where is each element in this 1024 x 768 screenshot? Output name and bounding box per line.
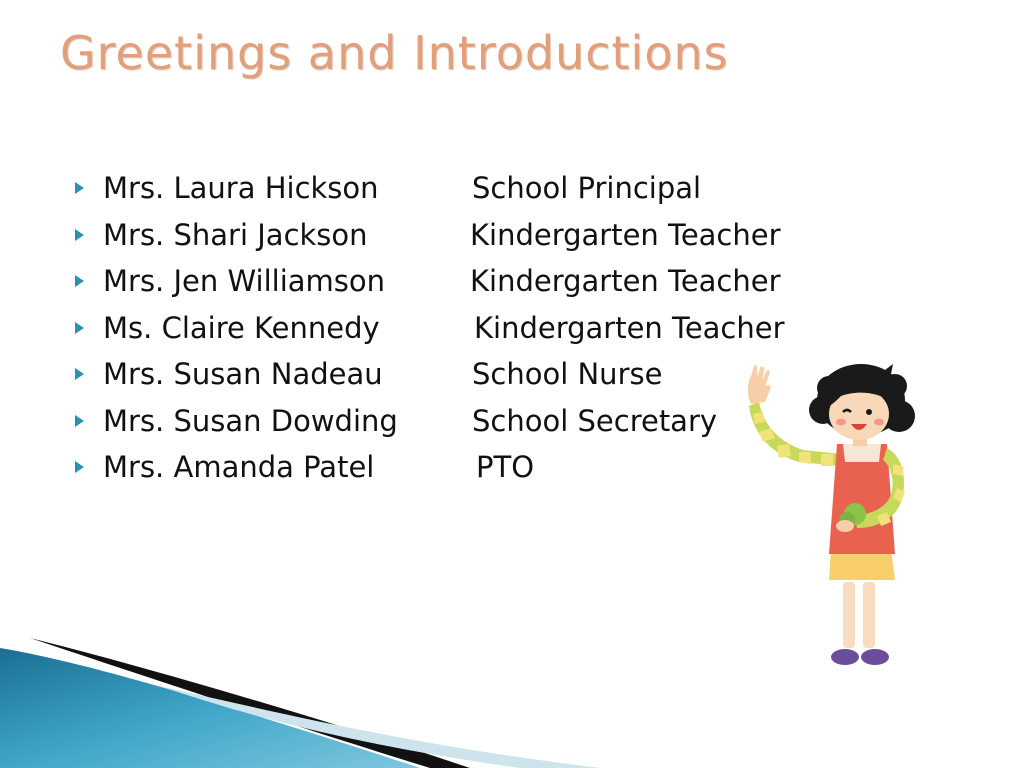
person-role: Kindergarten Teacher: [474, 310, 785, 345]
triangle-right-icon: [74, 307, 88, 349]
person-name: Mrs. Amanda Patel: [103, 450, 375, 484]
triangle-right-icon: [74, 167, 88, 209]
triangle-right-icon: [74, 446, 88, 488]
triangle-right-icon: [74, 353, 88, 395]
person-name: Ms. Claire Kennedy: [103, 310, 380, 345]
person-role: School Secretary: [472, 403, 718, 438]
person-role: Kindergarten Teacher: [470, 264, 781, 298]
triangle-right-icon: [74, 400, 88, 442]
triangle-right-icon: [74, 214, 88, 256]
person-name: Mrs. Jen Williamson: [103, 264, 385, 298]
waving-girl-illustration: [745, 362, 925, 672]
person-name: Mrs. Susan Nadeau: [103, 357, 383, 391]
decorative-wave: [0, 638, 1024, 768]
triangle-right-icon: [74, 260, 88, 302]
person-role: School Principal: [472, 171, 702, 205]
person-role: Kindergarten Teacher: [470, 217, 781, 252]
person-name: Mrs. Laura Hickson: [103, 171, 379, 205]
slide-title: Greetings and Introductions: [60, 26, 729, 80]
person-role: PTO: [476, 450, 535, 484]
person-name: Mrs. Shari Jackson: [103, 217, 368, 252]
person-role: School Nurse: [472, 357, 663, 391]
person-name: Mrs. Susan Dowding: [103, 403, 398, 438]
